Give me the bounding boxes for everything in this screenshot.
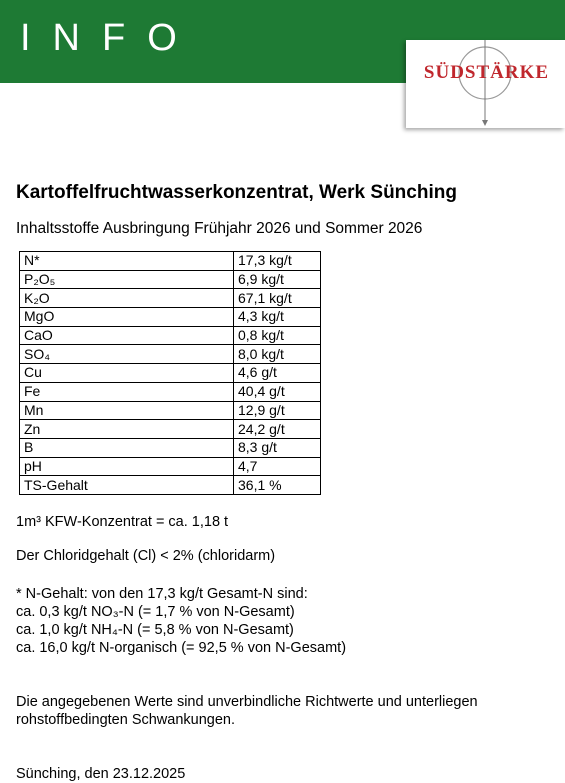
table-cell-label: N*	[20, 252, 234, 271]
nitrogen-intro: * N-Gehalt: von den 17,3 kg/t Gesamt-N sind:	[16, 586, 308, 602]
table-row	[20, 252, 321, 271]
document-subtitle: Inhaltsstoffe Ausbringung Frühjahr 2026 und Sommer 2026	[16, 220, 423, 237]
document-title: Kartoffelfruchtwasserkonzentrat, Werk Sünching	[16, 182, 457, 203]
table-cell-value: 36,1 %	[234, 476, 321, 495]
company-logo	[406, 40, 565, 128]
table-cell-label: P₂O₅	[20, 270, 234, 289]
table-row	[20, 401, 321, 420]
table-row	[20, 308, 321, 327]
table-cell-label: B	[20, 438, 234, 457]
table-cell-value: 67,1 kg/t	[234, 289, 321, 308]
table-cell-value: 40,4 g/t	[234, 382, 321, 401]
table-row	[20, 345, 321, 364]
table-cell-label: SO₄	[20, 345, 234, 364]
header-title: INFO	[20, 17, 199, 59]
table-cell-value: 17,3 kg/t	[234, 252, 321, 271]
table-row	[20, 364, 321, 383]
table-row	[20, 289, 321, 308]
table-row	[20, 382, 321, 401]
table-cell-value: 8,0 kg/t	[234, 345, 321, 364]
nutrient-table	[19, 251, 321, 495]
table-cell-value: 8,3 g/t	[234, 438, 321, 457]
table-row	[20, 476, 321, 495]
table-cell-label: MgO	[20, 308, 234, 327]
table-cell-value: 4,6 g/t	[234, 364, 321, 383]
chloride-note: Der Chloridgehalt (Cl) < 2% (chloridarm)	[16, 548, 276, 564]
table-cell-label: CaO	[20, 326, 234, 345]
table-cell-label: pH	[20, 457, 234, 476]
table-cell-value: 4,7	[234, 457, 321, 476]
table-cell-value: 6,9 kg/t	[234, 270, 321, 289]
table-cell-value: 0,8 kg/t	[234, 326, 321, 345]
table-row	[20, 438, 321, 457]
table-cell-label: Zn	[20, 420, 234, 439]
table-row	[20, 270, 321, 289]
table-cell-label: Mn	[20, 401, 234, 420]
table-row	[20, 420, 321, 439]
table-row	[20, 326, 321, 345]
disclaimer-line-2: rohstoffbedingten Schwankungen.	[16, 712, 236, 728]
concentrate-note: 1m³ KFW-Konzentrat = ca. 1,18 t	[16, 514, 229, 530]
table-cell-label: Cu	[20, 364, 234, 383]
place-date: Sünching, den 23.12.2025	[16, 766, 186, 782]
nitrogen-no3-line: ca. 0,3 kg/t NO₃-N (= 1,7 % von N-Gesamt)	[16, 604, 295, 620]
disclaimer-line-1: Die angegebenen Werte sind unverbindliche Richtwerte und unterliegen	[16, 694, 478, 710]
table-cell-label: TS-Gehalt	[20, 476, 234, 495]
table-cell-value: 4,3 kg/t	[234, 308, 321, 327]
table-cell-value: 24,2 g/t	[234, 420, 321, 439]
table-cell-label: K₂O	[20, 289, 234, 308]
table-cell-value: 12,9 g/t	[234, 401, 321, 420]
nitrogen-nh4-line: ca. 1,0 kg/t NH₄-N (= 5,8 % von N-Gesamt)	[16, 622, 294, 638]
logo-crosshair-icon	[406, 40, 565, 128]
table-cell-label: Fe	[20, 382, 234, 401]
logo-text: SÜDSTÄRKE	[423, 62, 550, 83]
nitrogen-org-line: ca. 16,0 kg/t N-organisch (= 92,5 % von N-Gesamt)	[16, 640, 347, 656]
table-row	[20, 457, 321, 476]
